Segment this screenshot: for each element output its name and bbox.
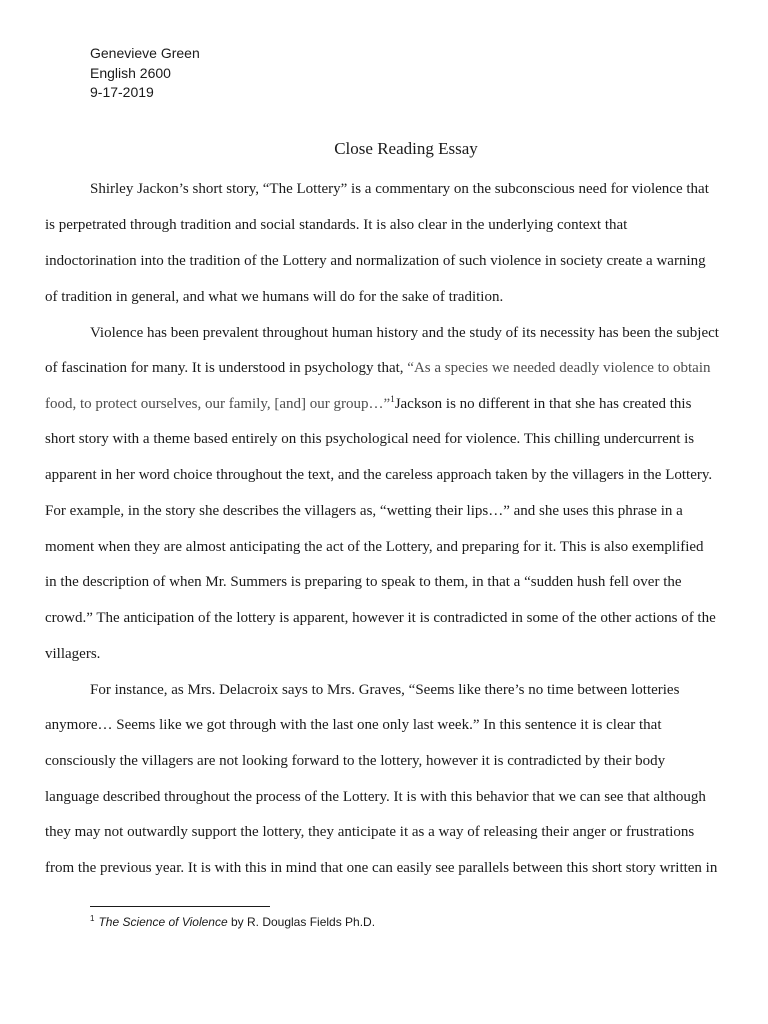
body-line-11: moment when they are almost anticipating the act of the Lottery, and preparing for it. This is also exemplified [45,539,704,555]
footnote-source-author: by R. Douglas Fields Ph.D. [227,915,376,929]
body-line-7-text: Jackson is no different in that she has created this [394,396,692,412]
author-name: Genevieve Green [90,45,200,61]
body-line-19: they may not outwardly support the lottery, they anticipate it as a way of releasing their anger or frustrations [45,824,695,840]
quoted-text: food, to protect ourselves, our family, [and] our group…” [45,396,391,412]
body-line-8: short story with a theme based entirely on this psychological need for violence. This chilling undercurrent is [45,431,695,447]
body-line-16: anymore… Seems like we got through with the last one only last week.” In this sentence it is clear that [45,717,662,733]
body-line-1: Shirley Jackon’s short story, “The Lottery” is a commentary on the subconscious need for violence that [90,181,709,197]
body-line-10: For example, in the story she describes the villagers as, “wetting their lips…” and she uses this phrase in a [45,503,683,519]
essay-title: Close Reading Essay [334,139,478,158]
body-line-6-text: of fascination for many. It is understood in psychology that, [45,360,408,376]
body-line-20: from the previous year. It is with this in mind that one can easily see parallels between this short story written in [45,860,718,876]
quoted-text: “As a species we needed deadly violence to obtain [407,360,711,376]
body-line-17: consciously the villagers are not looking forward to the lottery, however it is contradicted by their body [45,753,666,769]
body-line-6 [45,358,711,378]
body-line-4: of tradition in general, and what we humans will do for the sake of tradition. [45,289,504,305]
body-line-14: villagers. [45,646,101,662]
body-line-3: indoctorination into the tradition of the Lottery and normalization of such violence in society create a warning [45,253,706,269]
essay-date: 9-17-2019 [90,84,154,100]
footnote-marker: 1 [90,914,95,923]
body-line-9: apparent in her word choice throughout the text, and the careless approach taken by the villagers in the Lottery. [45,467,713,483]
body-line-13: crowd.” The anticipation of the lottery is apparent, however it is contradicted in some of the other actions of the [45,610,716,626]
body-line-7 [45,394,691,414]
body-line-2: is perpetrated through tradition and social standards. It is also clear in the underlying context that [45,217,628,233]
body-line-12: in the description of when Mr. Summers is preparing to speak to them, in that a “sudden hush fell over the [45,574,682,590]
body-line-5: Violence has been prevalent throughout human history and the study of its necessity has been the subject [90,325,719,341]
body-line-18: language described throughout the process of the Lottery. It is with this behavior that we can see that although [45,789,706,805]
author-header [90,44,200,103]
body-line-15: For instance, as Mrs. Delacroix says to Mrs. Graves, “Seems like there’s no time between lotteries [90,682,680,698]
course-name: English 2600 [90,64,171,81]
footnote-source-title: The Science of Violence [98,915,228,929]
footnote [90,914,375,930]
footnote-reference[interactable]: 1 [390,394,395,404]
footnote-divider [90,906,270,907]
